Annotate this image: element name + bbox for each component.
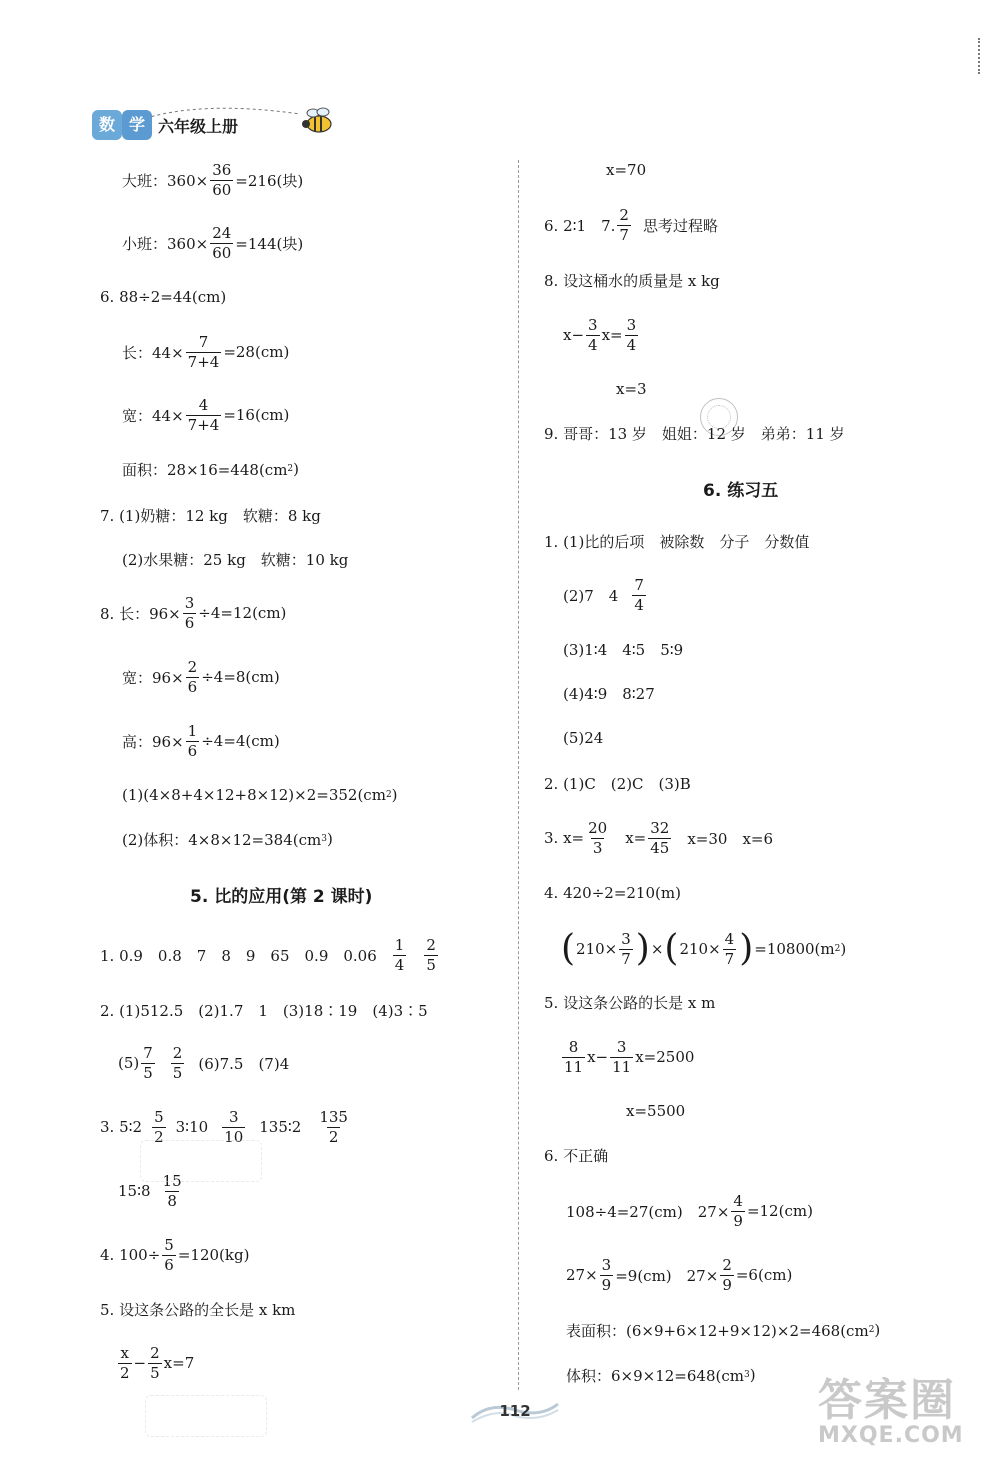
- answer-line: 3. x= $\frac{20}{3}$ x= $\frac{32}{45}$ x=30 x=6: [544, 818, 774, 857]
- answer-line: 2. (1)C (2)C (3)B: [544, 774, 691, 793]
- column-divider: [518, 160, 519, 1390]
- fraction: $\frac{7}{7+4}$: [187, 332, 220, 371]
- answer-line: 6. 2∶1 7. $\frac{2}{7}$ 思考过程略: [544, 205, 718, 244]
- logo-url: MXQE.COM: [818, 1423, 964, 1448]
- fraction: $\frac{x}{2}$: [120, 1343, 130, 1382]
- answer-line: 6. 88÷2=44(cm): [100, 288, 227, 306]
- answer-line: $\frac{8}{11}$ x− $\frac{3}{11}$ x=2500: [564, 1037, 695, 1076]
- answer-line: 5. 设这条公路的长是 x m: [544, 993, 716, 1012]
- fraction: $\frac{3}{4}$: [626, 315, 637, 354]
- answer-line: x=5500: [626, 1102, 686, 1120]
- answer-line: (2)7 4 $\frac{7}{4}$: [563, 575, 644, 614]
- section-heading: 6. 练习五: [703, 481, 779, 501]
- answer-line: 小班：360× $\frac{24}{60}$ =144(块): [122, 223, 304, 262]
- answer-line: 3. 5∶2 $\frac{5}{2}$ 3∶10 $\frac{3}{10}$ 135∶2 $\frac{135}{2}$: [100, 1107, 348, 1146]
- answer-line: 8. 设这桶水的质量是 x kg: [544, 271, 720, 290]
- answer-line: ( 210× $\frac{3}{7}$ ) × ( 210× $\frac{4}{7}$ ) =10800(m 2 ): [561, 928, 847, 969]
- fraction: $\frac{1}{4}$: [394, 935, 405, 974]
- fraction: $\frac{20}{3}$: [588, 818, 608, 857]
- page-footer: [470, 1398, 560, 1424]
- fraction: $\frac{5}{6}$: [164, 1235, 174, 1274]
- subject-badge-1: 数: [92, 110, 122, 140]
- margin-mark: [978, 38, 982, 74]
- answer-line: (5)24: [563, 729, 604, 747]
- answer-line: (5) $\frac{7}{5}$ $\frac{2}{5}$ (6)7.5 (7)4: [118, 1043, 290, 1082]
- fraction: $\frac{4}{7+4}$: [187, 395, 220, 434]
- page-number: 112: [499, 1402, 531, 1420]
- answer-line: (2)体积：4×8×12=384(cm 3 ): [122, 830, 333, 849]
- answer-line: $\frac{x}{2}$ − $\frac{2}{5}$ x=7: [120, 1343, 195, 1382]
- fraction: $\frac{2}{5}$: [426, 935, 436, 974]
- fraction: $\frac{2}{9}$: [722, 1255, 732, 1294]
- fraction: $\frac{3}{10}$: [224, 1107, 244, 1146]
- page-header: [92, 100, 352, 144]
- answer-line: 1. (1)比的后项 被除数 分子 分数值: [544, 532, 810, 551]
- fraction: $\frac{3}{7}$: [621, 929, 631, 968]
- fraction: $\frac{8}{11}$: [564, 1037, 584, 1076]
- site-logo: [818, 1375, 964, 1448]
- fraction: $\frac{32}{45}$: [650, 818, 670, 857]
- fraction: $\frac{2}{6}$: [187, 657, 198, 696]
- answer-line: 9. 哥哥：13 岁 姐姐：12 岁 弟弟：11 岁: [544, 424, 845, 443]
- fraction: $\frac{3}{11}$: [612, 1037, 632, 1076]
- answer-line: 1. 0.9 0.8 7 8 9 65 0.9 0.06 $\frac{1}{4}$ $\frac{2}{5}$: [100, 935, 436, 974]
- answer-line: 4. 100÷ $\frac{5}{6}$ =120(kg): [100, 1235, 250, 1274]
- answer-line: 表面积：(6×9+6×12+9×12)×2=468(cm 2 ): [566, 1321, 881, 1340]
- fraction: $\frac{1}{6}$: [187, 721, 198, 760]
- fraction: $\frac{2}{5}$: [172, 1043, 183, 1082]
- answer-line: 2. (1)512.5 (2)1.7 1 (3)18∶19 (4)3∶5: [100, 1001, 428, 1020]
- fraction: $\frac{24}{60}$: [212, 223, 232, 262]
- answer-line: 宽：44× $\frac{4}{7+4}$ =16(cm): [122, 395, 290, 434]
- answer-line: 8. 长：96× $\frac{3}{6}$ ÷4=12(cm): [100, 593, 287, 632]
- subject-badge-2: 学: [122, 110, 152, 140]
- fraction: $\frac{2}{7}$: [619, 205, 629, 244]
- watermark-stamp: [140, 1140, 262, 1182]
- answer-line: 5. 设这条公路的全长是 x km: [100, 1300, 296, 1319]
- answer-line: x=3: [616, 380, 647, 398]
- answer-line: 高：96× $\frac{1}{6}$ ÷4=4(cm): [122, 721, 280, 760]
- fraction: $\frac{4}{9}$: [733, 1191, 743, 1230]
- fraction: $\frac{4}{7}$: [724, 929, 735, 968]
- logo-text: 答案圈: [818, 1375, 956, 1426]
- answer-line: 27× $\frac{3}{9}$ =9(cm) 27× $\frac{2}{9}$ =6(cm): [566, 1255, 793, 1294]
- answer-line: 大班：360× $\frac{36}{60}$ =216(块): [122, 160, 304, 199]
- watermark-stamp: [145, 1395, 267, 1437]
- fraction: $\frac{135}{2}$: [319, 1107, 348, 1146]
- answer-line: 宽：96× $\frac{2}{6}$ ÷4=8(cm): [122, 657, 280, 696]
- answer-line: 4. 420÷2=210(m): [544, 884, 681, 902]
- grade-label: 六年级上册: [158, 117, 239, 136]
- fraction: $\frac{3}{6}$: [184, 593, 195, 632]
- fraction: $\frac{3}{4}$: [588, 315, 598, 354]
- answer-line: 15∶8 $\frac{15}{8}$: [118, 1171, 182, 1210]
- answer-line: 108÷4=27(cm) 27× $\frac{4}{9}$ =12(cm): [566, 1191, 813, 1230]
- answer-line: x− $\frac{3}{4}$ x= $\frac{3}{4}$: [563, 315, 637, 354]
- answer-line: (3)1∶4 4∶5 5∶9: [563, 640, 684, 659]
- fraction: $\frac{7}{5}$: [143, 1043, 153, 1082]
- answer-line: 面积：28×16=448(cm 2 ): [122, 460, 300, 479]
- answer-line: 7. (1)奶糖：12 kg 软糖：8 kg: [100, 506, 321, 525]
- answer-line: (4)4∶9 8∶27: [563, 684, 655, 703]
- bee-icon: [297, 104, 337, 138]
- answer-line: (1)(4×8+4×12+8×12)×2=352(cm 2 ): [122, 786, 398, 804]
- answer-line: (2)水果糖：25 kg 软糖：10 kg: [122, 550, 349, 569]
- fraction: $\frac{3}{9}$: [601, 1255, 612, 1294]
- fraction: $\frac{5}{2}$: [154, 1107, 164, 1146]
- answer-line: 长：44× $\frac{7}{7+4}$ =28(cm): [122, 332, 290, 371]
- fraction: $\frac{7}{4}$: [634, 575, 644, 614]
- answer-line: 6. 不正确: [544, 1146, 609, 1165]
- fraction: $\frac{2}{5}$: [150, 1343, 160, 1382]
- answer-line: x=70: [606, 161, 647, 179]
- section-heading: 5. 比的应用(第 2 课时): [190, 887, 373, 907]
- fraction: $\frac{36}{60}$: [212, 160, 232, 199]
- fraction: $\frac{15}{8}$: [162, 1171, 182, 1210]
- answer-line: 体积：6×9×12=648(cm 3 ): [566, 1366, 756, 1385]
